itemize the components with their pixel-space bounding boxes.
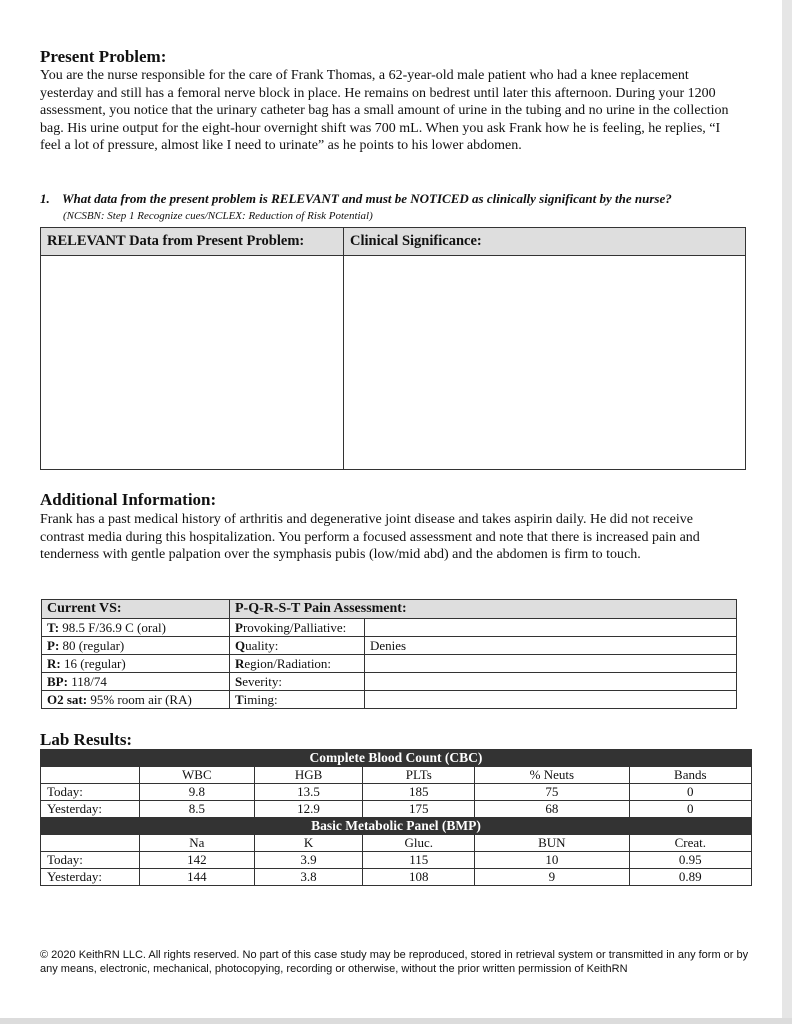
lab-value: 12.9 <box>254 801 363 818</box>
pain-label: rovoking/Palliative: <box>242 619 347 635</box>
lab-col-header: HGB <box>254 767 363 784</box>
lab-col-header: Creat. <box>629 835 751 852</box>
lab-value: 8.5 <box>140 801 255 818</box>
lab-value: 68 <box>475 801 629 818</box>
page-bottom-edge <box>0 1018 792 1024</box>
lab-row <box>41 784 752 801</box>
copyright-footer: © 2020 KeithRN LLC. All rights reserved. No part of this case study may be reproduced, stored in retrieval system or transmitted in any form or by any means, electronic, mechanical, photocopying, recording or otherwise, without the prior written permission of KeithRN <box>40 949 749 975</box>
pain-value <box>365 673 737 691</box>
pain-letter: T <box>235 691 244 707</box>
lab-row <box>41 852 752 869</box>
vital-label: O2 sat: <box>47 691 88 707</box>
present-problem-text: You are the nurse responsible for the care of Frank Thomas, a 62-year-old male patient who had a knee replacement yesterday and still has a femoral nerve block in place. He remains on bedrest until later this afternoon. During your 1200 assessment, you notice that the urinary catheter bag has a small amount of urine in the tubing and no urine in the collection bag. His urine output for the eight-hour overnight shift was 700 mL. When you ask Frank how he is feeling, he replies, “I feel a lot of pressure, almost like I need to urinate” as he points to his lower abdomen. <box>40 68 729 154</box>
lab-value: 75 <box>475 784 629 801</box>
lab-value: 9.8 <box>140 784 255 801</box>
lab-value: 3.9 <box>254 852 363 869</box>
lab-col-header: BUN <box>475 835 629 852</box>
additional-info-text: Frank has a past medical history of arthritis and degenerative joint disease and takes aspirin daily. He did not receive contrast media during this hospitalization. You perform a focused assessment and note that there is increased pain and tenderness with gentle palpation over the symphasis pubis (low/mid abd) and the abdomen is firm to touch. <box>40 512 700 563</box>
current-vs-header: Current VS: <box>42 600 230 619</box>
pain-label: everity: <box>242 673 282 689</box>
pain-label: uality: <box>245 637 279 653</box>
pain-letter: Q <box>235 637 246 653</box>
pain-value <box>365 691 737 709</box>
cbc-column-headers <box>41 767 752 784</box>
lab-row <box>41 869 752 886</box>
pain-value <box>365 655 737 673</box>
lab-value: 13.5 <box>254 784 363 801</box>
pain-label: iming: <box>243 691 278 707</box>
clinical-significance-header: Clinical Significance: <box>350 233 482 249</box>
lab-row-label: Today: <box>41 852 140 869</box>
lab-value: 9 <box>475 869 629 886</box>
vital-value: 118/74 <box>71 673 107 689</box>
lab-col-header: PLTs <box>363 767 475 784</box>
pain-label: egion/Radiation: <box>244 655 332 671</box>
vital-label: R: <box>47 655 61 671</box>
column-divider <box>343 228 344 469</box>
lab-results-heading: Lab Results: <box>40 730 133 749</box>
vital-label: BP: <box>47 673 68 689</box>
lab-value: 175 <box>363 801 475 818</box>
relevant-data-header: RELEVANT Data from Present Problem: <box>47 233 305 249</box>
vitals-row <box>42 691 737 709</box>
question-subtitle: (NCSBN: Step 1 Recognize cues/NCLEX: Reduction of Risk Potential) <box>63 210 373 222</box>
additional-info-heading: Additional Information: <box>40 490 217 509</box>
lab-value: 0.95 <box>629 852 751 869</box>
lab-value: 144 <box>140 869 255 886</box>
lab-col-header: % Neuts <box>475 767 629 784</box>
vital-label: T: <box>47 619 60 635</box>
question-1 <box>40 191 745 207</box>
lab-row <box>41 801 752 818</box>
vital-value: 80 (regular) <box>62 637 125 653</box>
lab-row-label: Yesterday: <box>41 801 140 818</box>
lab-value: 10 <box>475 852 629 869</box>
bmp-column-headers <box>41 835 752 852</box>
lab-col-header: Na <box>140 835 255 852</box>
vitals-row <box>42 637 737 655</box>
bmp-title: Basic Metabolic Panel (BMP) <box>41 818 752 835</box>
lab-results-table <box>40 749 752 886</box>
lab-col-header: Gluc. <box>363 835 475 852</box>
question-text: What data from the present problem is RELEVANT and must be NOTICED as clinically significant by the nurse? <box>62 191 672 206</box>
lab-value: 142 <box>140 852 255 869</box>
pain-value <box>365 619 737 637</box>
vital-value: 98.5 F/36.9 C (oral) <box>62 619 166 635</box>
lab-row-label: Today: <box>41 784 140 801</box>
relevant-data-table <box>40 227 746 470</box>
lab-value: 0 <box>629 801 751 818</box>
lab-col-header: Bands <box>629 767 751 784</box>
lab-value: 0 <box>629 784 751 801</box>
vitals-pain-table <box>41 599 737 709</box>
lab-col-header: WBC <box>140 767 255 784</box>
pain-letter: S <box>235 673 243 689</box>
question-number: 1. <box>40 191 50 206</box>
pqrst-header: P-Q-R-S-T Pain Assessment: <box>230 600 737 619</box>
lab-value: 108 <box>363 869 475 886</box>
lab-row-label: Yesterday: <box>41 869 140 886</box>
cbc-title: Complete Blood Count (CBC) <box>41 750 752 767</box>
lab-value: 115 <box>363 852 475 869</box>
vital-value: 95% room air (RA) <box>90 691 192 707</box>
present-problem-heading: Present Problem: <box>40 47 167 66</box>
lab-value: 3.8 <box>254 869 363 886</box>
pain-letter: P <box>235 619 243 635</box>
vitals-row <box>42 655 737 673</box>
lab-value: 185 <box>363 784 475 801</box>
vitals-row <box>42 619 737 637</box>
lab-value: 0.89 <box>629 869 751 886</box>
vital-value: 16 (regular) <box>63 655 126 671</box>
pain-letter: R <box>235 655 245 671</box>
vitals-row <box>42 673 737 691</box>
vital-label: P: <box>47 637 60 653</box>
page-edge-shadow <box>782 0 792 1024</box>
lab-col-header: K <box>254 835 363 852</box>
pain-value: Denies <box>365 637 737 655</box>
